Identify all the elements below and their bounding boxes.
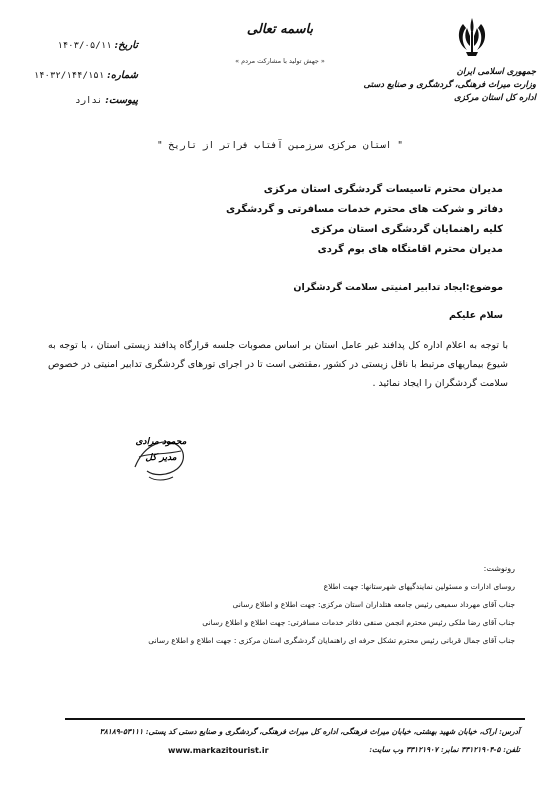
cc-title: رونوشت: — [483, 564, 515, 573]
cc-line: جناب آقای مهرداد سمیعی رئیس جامعه هتلداران استان مرکزی: جهت اطلاع و اطلاع رسانی — [232, 600, 515, 609]
attachment-label: پیوست: — [105, 95, 138, 106]
recipient-line: مدیران محترم اقامتگاه های بوم گردی — [317, 244, 503, 255]
attachment-value: ندارد — [75, 96, 103, 106]
bismillah-heading: باسمه تعالی — [246, 22, 314, 37]
letter-date — [18, 40, 138, 51]
slogan: « جهش تولید با مشارکت مردم » — [235, 57, 325, 65]
signature-stamp — [129, 427, 193, 489]
org-line-country: جمهوری اسلامی ایران — [456, 67, 536, 77]
recipient-line: دفاتر و شرکت های محترم خدمات مسافرتی و گردشگری — [226, 204, 503, 215]
organization-name — [363, 66, 536, 105]
carbon-copy-list — [35, 560, 515, 650]
signatory-name: محمود مرادی — [135, 437, 187, 447]
letter-number — [18, 70, 138, 81]
date-label: تاریخ: — [114, 40, 138, 51]
date-value: ۱۴۰۳/۰۵/۱۱ — [57, 41, 112, 51]
subject-line: موضوع:ایجاد تدابیر امنیتی سلامت گردشگران — [293, 282, 503, 293]
signatory-title: مدیر کل — [145, 453, 177, 463]
cc-line: جناب آقای رضا ملکی رئیس محترم انجمن صنفی دفاتر خدمات مسافرتی: جهت اطلاع و اطلاع رسانی — [202, 618, 515, 627]
cc-line: جناب آقای جمال قربانی رئیس محترم تشکل حرفه ای راهنمایان گردشگری استان مرکزی : جهت اطلاع و اطلاع رسانی — [148, 636, 515, 645]
recipient-line: کلیه راهنمایان گردشگری استان مرکزی — [310, 224, 503, 235]
province-motto: " استان مرکزی سرزمین آفتاب فراتر از تاریخ " — [157, 140, 403, 151]
footer-divider — [65, 718, 525, 720]
number-label: شماره: — [107, 70, 138, 81]
footer-website-link[interactable]: www.markazitourist.ir — [168, 746, 269, 755]
number-value: ۱۴۰۳۲/۱۴۴/۱۵۱ — [33, 71, 105, 81]
letter-attachment — [18, 95, 138, 106]
footer-address: آدرس: اراک، خیابان شهید بهشتی، خیابان میراث فرهنگی، اداره کل میراث فرهنگی، گردشگری و صنایع دستی کد پستی: ۵۳۱۱۱-۳۸۱۸۹ — [99, 727, 520, 736]
greeting: سلام علیکم — [448, 310, 503, 321]
cc-line: روسای ادارات و مسئولین نمایندگیهای شهرستانها: جهت اطلاع — [323, 582, 515, 591]
org-line-office: اداره کل استان مرکزی — [454, 93, 536, 103]
recipients-list — [173, 180, 503, 260]
iran-emblem-logo — [449, 14, 495, 60]
footer-phones: تلفن: ۵-۳۳۱۲۱۹۰۴ نمابر: ۳۳۱۲۱۹۰۷ وب سایت: — [369, 745, 520, 754]
letter-body: با توجه به اعلام اداره کل پدافند غیر عامل استان بر اساس مصوبات جلسه قرارگاه پدافند زیستی استان ، با توجه به شیوع بیماریهای مرتبط با ناقل زیستی در کشور ،مقتضی است تا در اجرای تورهای گردشگری تدابیر امنیتی در خصوص سلامت گردشگران را ایجاد نمائید . — [48, 340, 508, 389]
recipient-line: مدیران محترم تاسیسات گردشگری استان مرکزی — [263, 184, 503, 195]
org-line-ministry: وزارت میراث فرهنگی، گردشگری و صنایع دستی — [363, 80, 536, 90]
